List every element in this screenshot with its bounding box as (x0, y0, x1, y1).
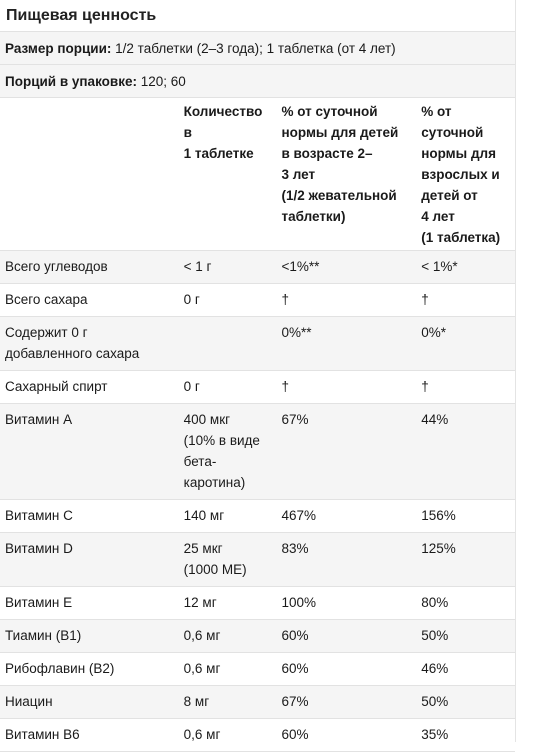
serving-size-row (0, 32, 515, 65)
panel-title: Пищевая ценность (0, 0, 515, 32)
nutrient-dv-adults: 44% (421, 412, 449, 427)
nutrient-amount: 140 мг (183, 508, 225, 523)
nutrient-amount: 12 мг (183, 595, 217, 610)
nutrient-dv-adults: 80% (421, 595, 449, 610)
nutrient-amount: < 1 г (183, 259, 212, 274)
nutrient-dv-children: 67% (281, 694, 309, 709)
nutrient-dv-adults: 125% (421, 541, 456, 556)
servings-per-container-label: Порций в упаковке: (5, 74, 137, 89)
table-row (0, 500, 515, 533)
table-header-row (0, 98, 515, 251)
servings-per-container-row (0, 65, 515, 98)
nutrient-dv-adults: 35% (421, 727, 449, 742)
nutrient-dv-adults: 50% (421, 628, 449, 643)
nutrient-name: Ниацин (5, 694, 53, 709)
nutrient-dv-adults: † (421, 379, 429, 394)
nutrient-dv-adults: < 1%* (421, 259, 458, 274)
nutrient-name: Витамин А (5, 412, 73, 427)
header-dv-children: % от суточной нормы для детей в возрасте 2– 3 лет (1/2 жевательной таблетки) (281, 104, 399, 224)
nutrient-name: Всего сахара (5, 292, 88, 307)
nutrient-dv-children: 83% (281, 541, 309, 556)
nutrient-name: Рибофлавин (B2) (5, 661, 115, 676)
nutrient-dv-children: 60% (281, 727, 309, 742)
serving-size-label: Размер порции: (5, 41, 112, 56)
nutrient-amount: 0,6 мг (183, 727, 221, 742)
nutrient-dv-children: 60% (281, 628, 309, 643)
nutrient-name: Всего углеводов (5, 259, 108, 274)
nutrient-name: Сахарный спирт (5, 379, 108, 394)
header-dv-adults: % от суточной нормы для взрослых и детей от 4 лет (1 таблетка) (421, 104, 501, 245)
table-row (0, 284, 515, 317)
table-row (0, 653, 515, 686)
nutrient-name: Витамин E (5, 595, 73, 610)
nutrient-name: Витамин B6 (5, 727, 80, 742)
nutrient-dv-adults: 156% (421, 508, 456, 523)
table-row (0, 587, 515, 620)
table-row (0, 317, 515, 371)
nutrient-name: Содержит 0 г добавленного сахара (5, 325, 140, 361)
nutrient-dv-adults: † (421, 292, 429, 307)
nutrient-amount: 25 мкг (1000 МЕ) (183, 541, 247, 577)
nutrient-dv-children: † (281, 379, 289, 394)
table-row (0, 371, 515, 404)
nutrient-dv-adults: 46% (421, 661, 449, 676)
table-row (0, 404, 515, 500)
header-nutrient (0, 101, 179, 245)
serving-size-value: 1/2 таблетки (2–3 года); 1 таблетка (от 4 лет) (111, 41, 396, 56)
nutrient-amount: 0,6 мг (183, 628, 221, 643)
nutrient-dv-children: 67% (281, 412, 309, 427)
nutrient-amount: 0 г (183, 379, 200, 394)
table-row (0, 686, 515, 719)
nutrient-amount: 8 мг (183, 694, 210, 709)
nutrient-dv-adults: 0%* (421, 325, 446, 340)
table-row (0, 533, 515, 587)
table-row (0, 719, 515, 752)
nutrient-dv-children: 100% (281, 595, 316, 610)
nutrient-amount: 0 г (183, 292, 200, 307)
nutrient-amount (179, 322, 277, 364)
nutrient-name: Витамин D (5, 541, 73, 556)
nutrient-name: Витамин C (5, 508, 73, 523)
nutrient-dv-adults: 50% (421, 694, 449, 709)
header-amount: Количество в 1 таблетке (183, 104, 263, 161)
nutrient-dv-children: <1%** (281, 259, 320, 274)
nutrient-amount: 400 мкг (10% в виде бета- каротина) (183, 412, 260, 490)
nutrient-dv-children: 60% (281, 661, 309, 676)
nutrient-amount: 0,6 мг (183, 661, 221, 676)
table-row (0, 251, 515, 284)
nutrient-dv-children: † (281, 292, 289, 307)
nutrient-name: Тиамин (B1) (5, 628, 82, 643)
nutrient-dv-children: 467% (281, 508, 316, 523)
servings-per-container-value: 120; 60 (136, 74, 186, 89)
nutrient-dv-children: 0%** (281, 325, 312, 340)
table-row (0, 620, 515, 653)
